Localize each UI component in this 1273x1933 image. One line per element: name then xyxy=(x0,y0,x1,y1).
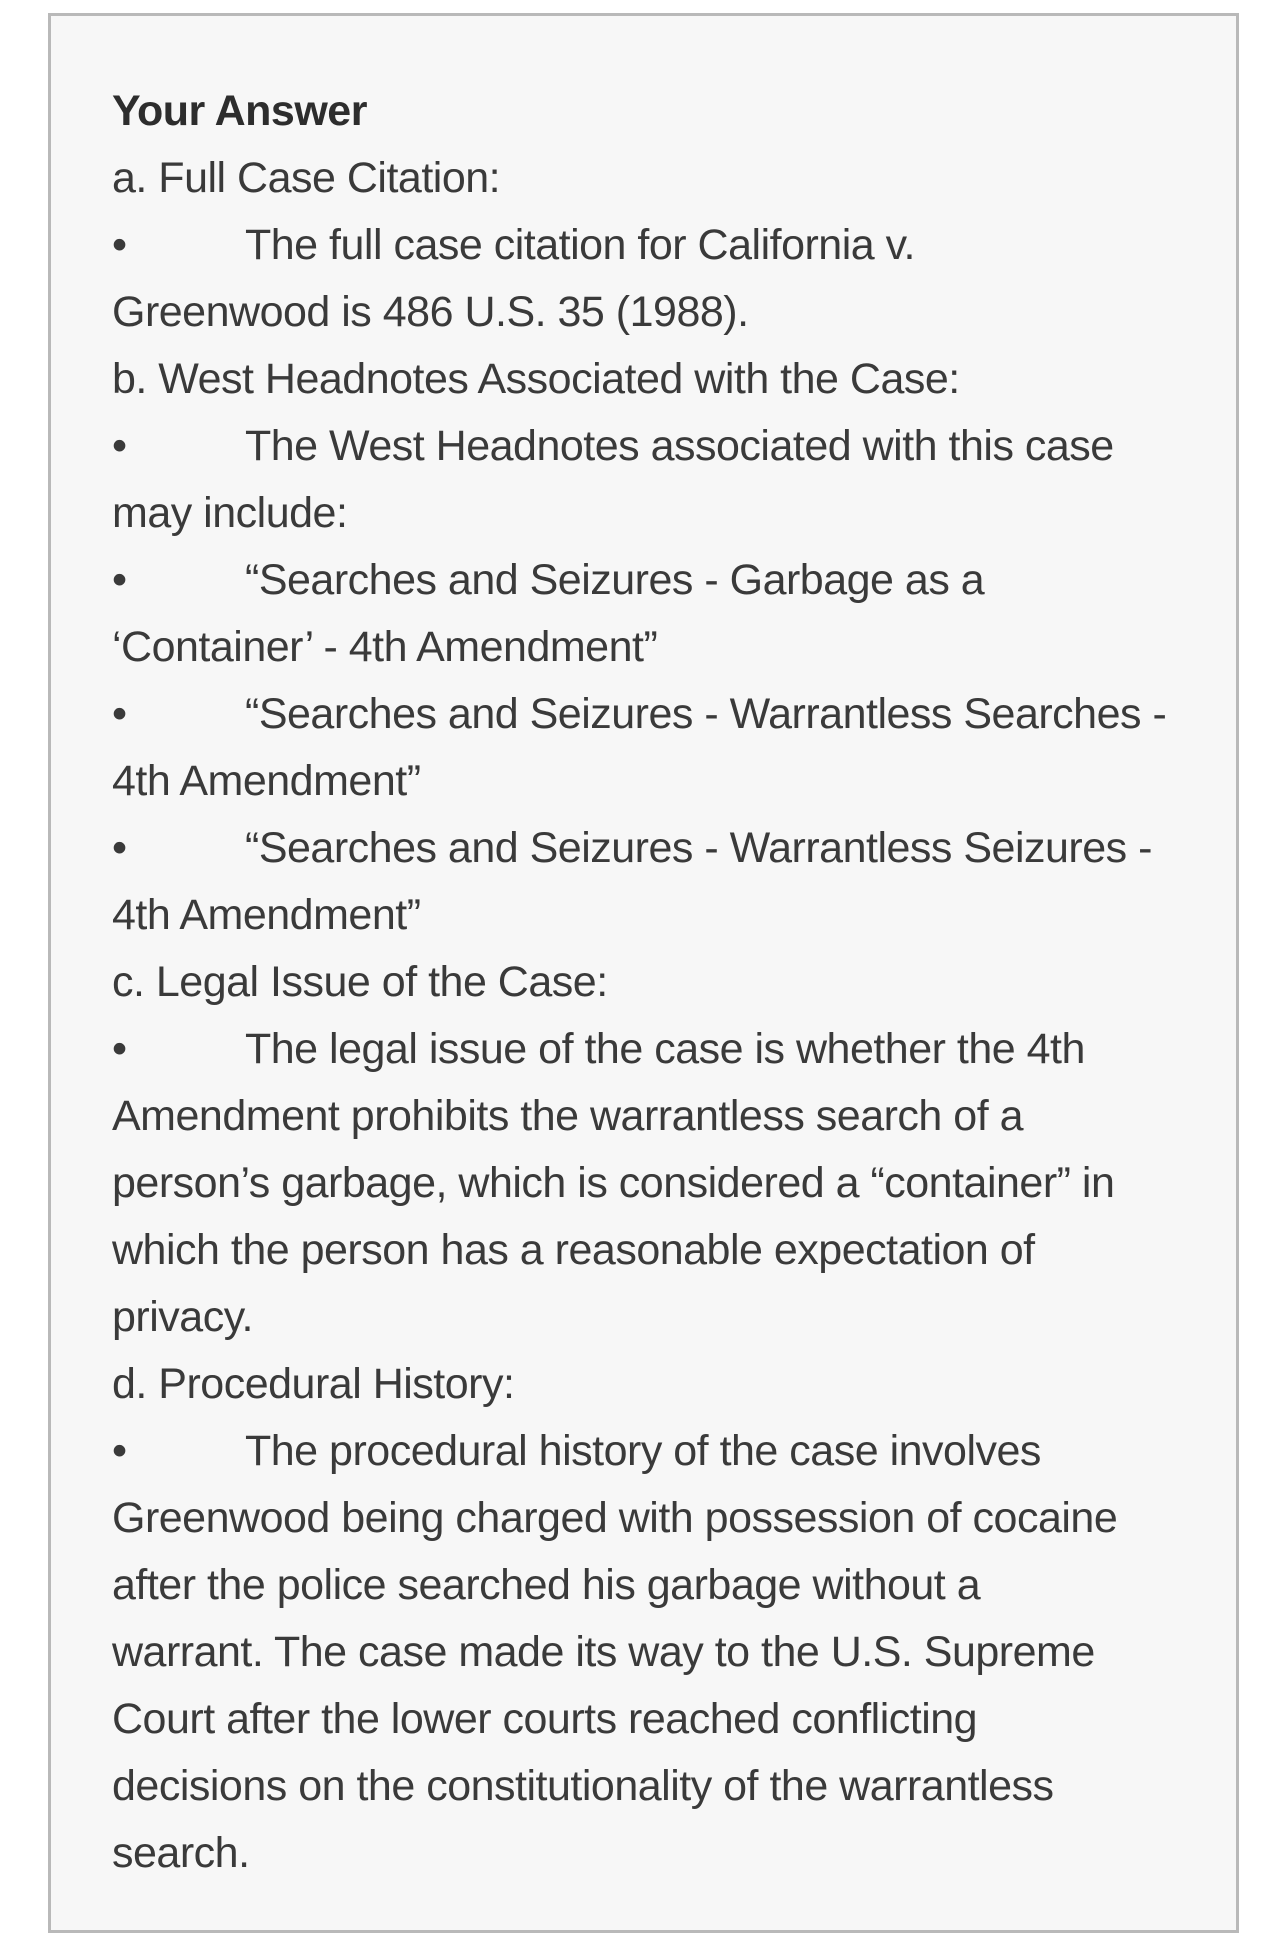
bullet-marker: • xyxy=(112,690,127,738)
bullet-marker: • xyxy=(112,422,127,470)
line-text: The full case citation for California v. xyxy=(245,221,915,269)
answer-line xyxy=(112,145,1184,212)
line-text: Greenwood is 486 U.S. 35 (1988). xyxy=(112,288,749,336)
line-text: may include: xyxy=(112,489,348,537)
answer-line xyxy=(112,1418,1184,1485)
line-text: “Searches and Seizures - Garbage as a xyxy=(245,556,985,604)
answer-line xyxy=(112,212,1184,279)
bullet-marker: • xyxy=(112,221,127,269)
line-text: Greenwood being charged with possession of cocaine xyxy=(112,1494,1118,1542)
answer-line xyxy=(112,346,1184,413)
answer-lines xyxy=(112,78,1184,1887)
line-text: decisions on the constitutionality of the warrantless xyxy=(112,1762,1054,1810)
answer-line xyxy=(112,815,1184,882)
answer-line xyxy=(112,1485,1184,1552)
answer-line xyxy=(112,882,1184,949)
bullet-marker: • xyxy=(112,824,127,872)
answer-line xyxy=(112,1150,1184,1217)
answer-line xyxy=(112,1083,1184,1150)
line-text: c. Legal Issue of the Case: xyxy=(112,958,608,1006)
answer-content xyxy=(51,16,1236,1887)
answer-line xyxy=(112,1217,1184,1284)
line-text: “Searches and Seizures - Warrantless Seizures - xyxy=(245,824,1152,872)
answer-line xyxy=(112,1351,1184,1418)
answer-line xyxy=(112,279,1184,346)
line-text: privacy. xyxy=(112,1293,253,1341)
line-text: ‘Container’ - 4th Amendment” xyxy=(112,623,658,671)
line-text: which the person has a reasonable expectation of xyxy=(112,1226,1035,1274)
your-answer-panel xyxy=(48,13,1239,1933)
bullet-marker: • xyxy=(112,1025,127,1073)
answer-line xyxy=(112,1686,1184,1753)
answer-line xyxy=(112,1016,1184,1083)
answer-line xyxy=(112,1753,1184,1820)
answer-heading xyxy=(112,78,1184,145)
answer-line xyxy=(112,1619,1184,1686)
line-text: “Searches and Seizures - Warrantless Searches - xyxy=(245,690,1167,738)
line-text: The West Headnotes associated with this case xyxy=(245,422,1114,470)
line-text: search. xyxy=(112,1829,250,1877)
line-text: 4th Amendment” xyxy=(112,891,421,939)
line-text: 4th Amendment” xyxy=(112,757,421,805)
line-text: after the police searched his garbage without a xyxy=(112,1561,981,1609)
line-text: The legal issue of the case is whether the 4th xyxy=(245,1025,1085,1073)
line-text: warrant. The case made its way to the U.S. Supreme xyxy=(112,1628,1095,1676)
line-text: Court after the lower courts reached conflicting xyxy=(112,1695,978,1743)
answer-line xyxy=(112,949,1184,1016)
answer-line xyxy=(112,1284,1184,1351)
answer-line xyxy=(112,480,1184,547)
bullet-marker: • xyxy=(112,556,127,604)
line-text: The procedural history of the case involves xyxy=(245,1427,1041,1475)
line-text: a. Full Case Citation: xyxy=(112,154,501,202)
answer-line xyxy=(112,547,1184,614)
answer-line xyxy=(112,1552,1184,1619)
answer-line xyxy=(112,413,1184,480)
line-text: b. West Headnotes Associated with the Case: xyxy=(112,355,960,403)
answer-line xyxy=(112,681,1184,748)
answer-line xyxy=(112,1820,1184,1887)
answer-line xyxy=(112,614,1184,681)
line-text: Amendment prohibits the warrantless search of a xyxy=(112,1092,1024,1140)
line-text: Your Answer xyxy=(112,87,367,135)
bullet-marker: • xyxy=(112,1427,127,1475)
line-text: d. Procedural History: xyxy=(112,1360,515,1408)
line-text: person’s garbage, which is considered a “container” in xyxy=(112,1159,1115,1207)
answer-line xyxy=(112,748,1184,815)
